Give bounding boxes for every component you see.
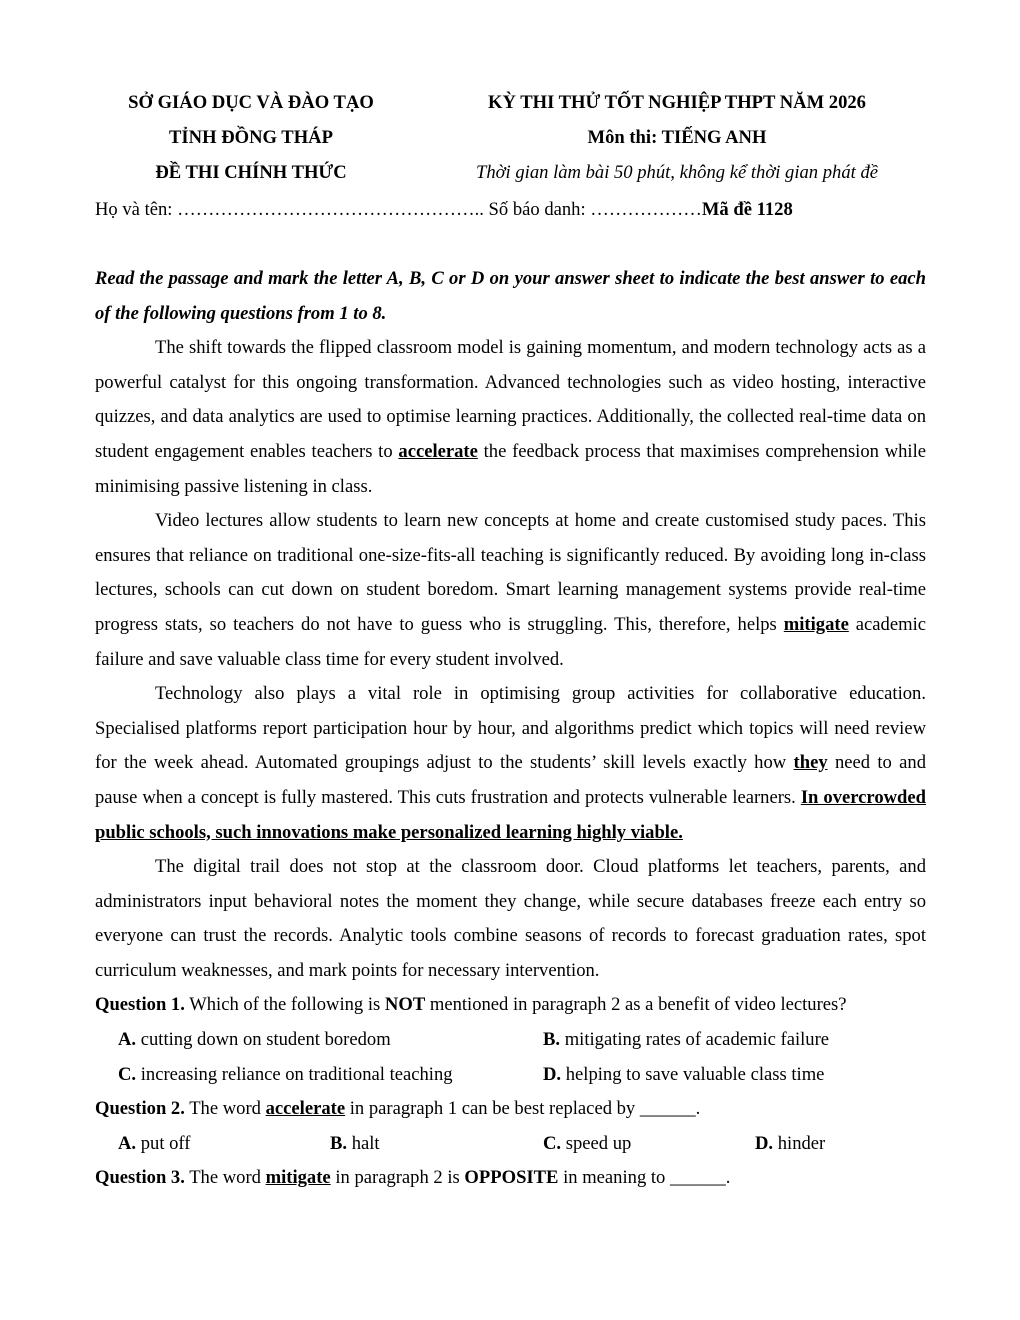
passage-paragraph-4: The digital trail does not stop at the classroom door. Cloud platforms let teachers, parents, and administrators input behavioral notes the moment they change, while secure databases freeze each entry so everyone can trust the records. Analytic tools combine seasons of records to forecast graduation rates, spot curriculum weaknesses, and mark points for necessary intervention. [95,856,926,981]
official-exam-label: ĐỀ THI CHÍNH THỨC [155,162,347,183]
question-1-options-row-1 [95,1023,926,1058]
question-3: Question 3. The word mitigate in paragraph 2 is OPPOSITE in meaning to ______. [95,1167,731,1189]
passage-paragraph-1: The shift towards the flipped classroom model is gaining momentum, and modern technology acts as a powerful catalyst for this ongoing transformation. Advanced technologies such as video hosting, interactive quizzes, and data analytics are used to optimise learning practices. Additionally, the collected real-time data on student engagement enables teachers to accelerate the feedback process that maximises comprehension while minimising passive listening in class. [95,337,926,497]
answer-option-d[interactable]: D. hinder [755,1132,826,1154]
subject-line: Môn thi: TIẾNG ANH [587,127,767,148]
question-1-options-row-2 [95,1058,926,1093]
question-1: Question 1. Which of the following is NOT mentioned in paragraph 2 as a benefit of video lectures? [95,994,847,1016]
highlighted-word-they: they [793,752,828,774]
answer-option-d[interactable]: D. helping to save valuable class time [543,1063,825,1085]
question-label: Question 2. [95,1098,185,1120]
question-label: Question 1. [95,994,185,1016]
highlighted-sentence: In overcrowded public schools, such innovations make personalized learning highly viable. [95,786,926,843]
exam-header [0,92,1020,197]
time-note: Thời gian làm bài 50 phút, không kể thời gian phát đề [475,162,879,183]
answer-option-c[interactable]: C. increasing reliance on traditional teaching [118,1063,453,1085]
candidate-id-label: Số báo danh: ……………… [483,199,702,220]
question-label: Question 3. [95,1167,185,1189]
answer-option-c[interactable]: C. speed up [543,1132,632,1154]
answer-option-b[interactable]: B. mitigating rates of academic failure [543,1029,830,1051]
province-name: TỈNH ĐỒNG THÁP [169,127,333,148]
passage-paragraph-2: Video lectures allow students to learn new concepts at home and create customised study paces. This ensures that reliance on traditional one-size-fits-all teaching is significantly reduced. By avoiding long in-class lectures, schools can cut down on student boredom. Smart learning management systems provide real-time progress stats, so teachers do not have to guess who is struggling. This, therefore, helps mitigate academic failure and save valuable class time for every student involved. [95,510,926,670]
exam-content [95,262,926,1196]
highlighted-word-mitigate: mitigate [783,613,849,635]
instruction: Read the passage and mark the letter A, B, C or D on your answer sheet to indicate the best answer to each of the following questions from 1 to 8. [95,268,926,324]
exam-code: Mã đề 1128 [701,199,793,220]
exam-title: KỲ THI THỬ TỐT NGHIỆP THPT NĂM 2026 [488,92,866,113]
answer-option-b[interactable]: B. halt [330,1132,380,1154]
answer-option-a[interactable]: A. cutting down on student boredom [118,1029,391,1051]
highlighted-word-accelerate: accelerate [398,440,478,462]
question-2: Question 2. The word accelerate in paragraph 1 can be best replaced by ______. [95,1098,701,1120]
answer-option-a[interactable]: A. put off [118,1132,191,1154]
candidate-info-line [95,199,925,221]
candidate-name-label: Họ và tên: ………………………………………….. [95,199,484,220]
passage-paragraph-3: Technology also plays a vital role in optimising group activities for collaborative education. Specialised platforms report participation hour by hour, and algorithms predict which topics will need review for the week ahead. Automated groupings adjust to the students’ skill levels exactly how they need to and pause when a concept is fully mastered. This cuts frustration and protects vulnerable learners. In overcrowded public schools, such innovations make personalized learning highly viable. [95,683,926,843]
question-2-options [95,1127,926,1162]
department-name: SỞ GIÁO DỤC VÀ ĐÀO TẠO [128,92,374,113]
